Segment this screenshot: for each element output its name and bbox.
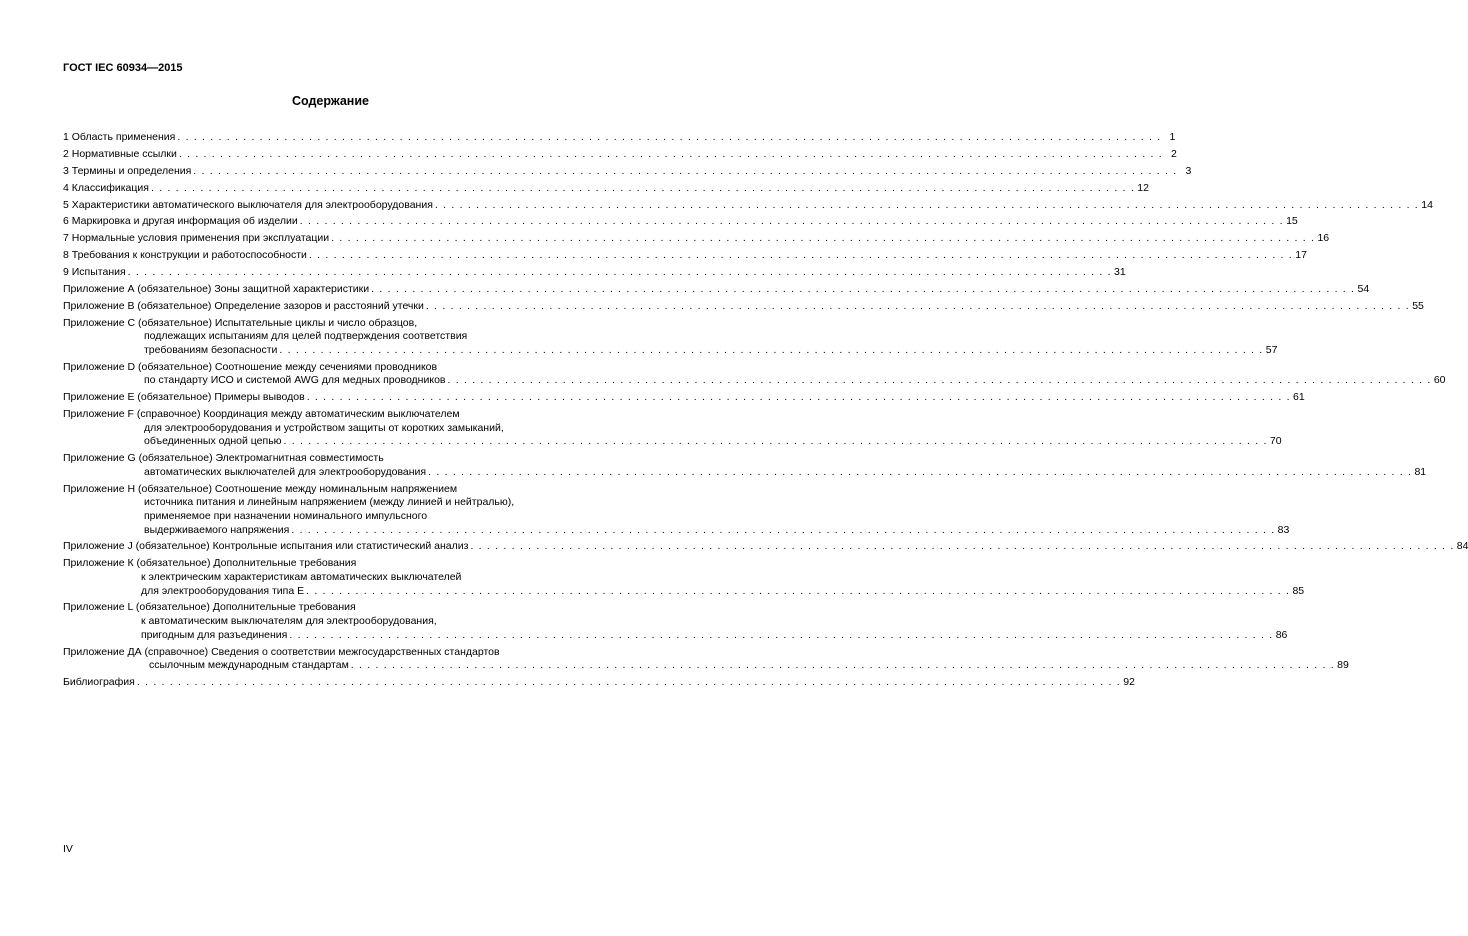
toc-page-number: 17 [1295, 249, 1307, 262]
toc-entry-text: Библиография [63, 676, 135, 689]
dot-leader: . . . . . . . . . . . . . . . . . . . . . . . . . . . . . . . . . . . . . . . . . . . . . . . . . . . . . . . . . . . . . . . . . . . . . . . . . . . . . . . . . . . . . . . . . . . . . . . . . . . . . . . . . . . . . . . . . . . . . . . . [136, 676, 1121, 689]
toc-entry-text: Приложение G (обязательное) Электромагнитная совместимость [63, 452, 384, 465]
toc-entry[interactable] [63, 131, 1176, 145]
dot-leader: . . . . . . . . . . . . . . . . . . . . . . . . . . . . . . . . . . . . . . . . . . . . . . . . . . . . . . . . . . . . . . . . . . . . . . . . . . . . . . . . . . . . . . . . . . . . . . . . . . . . . . . . . . . . . . . . . . . . . . . . [178, 147, 1163, 160]
toc-entry-text: 6 Маркировка и другая информация об изделии [63, 215, 298, 228]
toc-page-number: 92 [1123, 676, 1135, 689]
toc-entry[interactable] [63, 557, 1305, 598]
toc-entry[interactable] [63, 540, 1468, 554]
toc-page-number: 81 [1414, 465, 1427, 478]
dot-leader: . . . . . . . . . . . . . . . . . . . . . . . . . . . . . . . . . . . . . . . . . . . . . . . . . . . . . . . . . . . . . . . . . . . . . . . . . . . . . . . . . . . . . . . . . . . . . . . . . . . . . . . . . . . . . . . . . . . . . . . . [331, 232, 1316, 245]
dot-leader: . . . . . . . . . . . . . . . . . . . . . . . . . . . . . . . . . . . . . . . . . . . . . . . . . . . . . . . . . . . . . . . . . . . . . . . . . . . . . . . . . . . . . . . . . . . . . . . . . . . . . . . . . . . . . . . . . . . . . . . . [283, 435, 1268, 448]
toc-page-number: 83 [1277, 523, 1290, 536]
page-title: Содержание [291, 94, 369, 108]
toc-entry[interactable] [63, 316, 1278, 358]
toc-page-number: 3 [1185, 164, 1192, 177]
toc-entry[interactable] [63, 482, 1290, 537]
toc-entry-text: подлежащих испытаниям для целей подтверждения соответствия [144, 330, 468, 343]
table-of-contents [63, 131, 1468, 693]
toc-entry-text: Приложение J (обязательное) Контрольные испытания или статистический анализ [63, 540, 469, 553]
toc-entry-text: Приложение С (обязательное) Испытательные циклы и число образцов, [63, 316, 418, 329]
toc-page-number: 14 [1421, 198, 1433, 211]
dot-leader: . . . . . . . . . . . . . . . . . . . . . . . . . . . . . . . . . . . . . . . . . . . . . . . . . . . . . . . . . . . . . . . . . . . . . . . . . . . . . . . . . . . . . . . . . . . . . . . . . . . . . . . . . . . . . . . . . . . . . . . . [308, 249, 1293, 262]
toc-page-number: 12 [1137, 181, 1149, 194]
toc-entry-text: выдерживаемого напряжения [144, 523, 290, 536]
toc-entry-text: Приложение К (обязательное) Дополнительные требования [63, 557, 357, 570]
toc-entry-text: 1 Область применения [63, 131, 176, 143]
toc-entry-text: применяемое при назначении номинального импульсного [144, 510, 428, 522]
dot-leader: . . . . . . . . . . . . . . . . . . . . . . . . . . . . . . . . . . . . . . . . . . . . . . . . . . . . . . . . . . . . . . . . . . . . . . . . . . . . . . . . . . . . . . . . . . . . . . . . . . . . . . . . . . . . . . . . . . . . . . . . [299, 215, 1284, 228]
document-code: ГОСТ IEC 60934—2015 [63, 62, 183, 74]
toc-page-number: 89 [1337, 659, 1349, 672]
toc-entry-text: пригодным для разъединения [141, 628, 288, 641]
dot-leader: . . . . . . . . . . . . . . . . . . . . . . . . . . . . . . . . . . . . . . . . . . . . . . . . . . . . . . . . . . . . . . . . . . . . . . . . . . . . . . . . . . . . . . . . . . . . . . . . . . . . . . . . . . . . . . . . . . . . . . . . [289, 628, 1274, 641]
toc-entry-text: 9 Испытания [63, 266, 126, 279]
toc-page-number: 31 [1114, 266, 1126, 279]
toc-entry[interactable] [63, 299, 1424, 314]
toc-entry[interactable] [63, 283, 1370, 297]
dot-leader: . . . . . . . . . . . . . . . . . . . . . . . . . . . . . . . . . . . . . . . . . . . . . . . . . . . . . . . . . . . . . . . . . . . . . . . . . . . . . . . . . . . . . . . . . . . . . . . . . . . . . . . . . . . . . . . . . . . . . . . . [371, 283, 1356, 296]
toc-entry-text: Приложение F (справочное) Координация между автоматическим выключателем [63, 408, 460, 421]
toc-entry-text: для электрооборудования типа Е [141, 584, 305, 597]
toc-entry-text: к автоматическим выключателям для электрооборудования, [141, 615, 437, 628]
toc-entry-text: Приложение А (обязательное) Зоны защитной характеристики [63, 283, 370, 296]
toc-page-number: 16 [1317, 232, 1330, 245]
toc-entry-text: по стандарту ИСО и системой AWG для медных проводников [144, 374, 446, 387]
toc-entry-text: 4 Классификация [63, 181, 149, 194]
dot-leader: . . . . . . . . . . . . . . . . . . . . . . . . . . . . . . . . . . . . . . . . . . . . . . . . . . . . . . . . . . . . . . . . . . . . . . . . . . . . . . . . . . . . . . . . . . . . . . . . . . . . . . . . . . . . . . . . . . . . . . . . [291, 523, 1276, 536]
toc-entry-text: Приложение ДА (справочное) Сведения о соответствии межгосударственных стандартов [63, 645, 500, 658]
toc-entry[interactable] [63, 249, 1307, 263]
toc-entry-text: источника питания и линейным напряжением (между линией и нейтралью), [144, 496, 515, 509]
dot-leader: . . . . . . . . . . . . . . . . . . . . . . . . . . . . . . . . . . . . . . . . . . . . . . . . . . . . . . . . . . . . . . . . . . . . . . . . . . . . . . . . . . . . . . . . . . . . . . . . . . . . . . . . . . . . . . . . . . . . . . . . [177, 131, 1162, 143]
toc-entry-text: Приложение Н (обязательное) Соотношение между номинальным напряжением [63, 482, 458, 495]
toc-entry[interactable] [63, 164, 1192, 179]
toc-entry-text: к электрическим характеристикам автоматических выключателей [141, 570, 462, 583]
toc-entry-text: Приложение D (обязательное) Соотношение между сечениями проводников [63, 360, 438, 373]
dot-leader: . . . . . . . . . . . . . . . . . . . . . . . . . . . . . . . . . . . . . . . . . . . . . . . . . . . . . . . . . . . . . . . . . . . . . . . . . . . . . . . . . . . . . . . . . . . . . . . . . . . . . . . . . . . . . . . . . . . . . . . . [350, 659, 1335, 672]
toc-entry-text: 2 Нормативные ссылки [63, 147, 177, 160]
toc-entry-text: 8 Требования к конструкции и работоспособности [63, 249, 307, 262]
toc-entry-text: для электрооборудования и устройством защиты от коротких замыканий, [144, 421, 504, 434]
dot-leader: . . . . . . . . . . . . . . . . . . . . . . . . . . . . . . . . . . . . . . . . . . . . . . . . . . . . . . . . . . . . . . . . . . . . . . . . . . . . . . . . . . . . . . . . . . . . . . . . . . . . . . . . . . . . . . . . . . . . . . . . [447, 374, 1432, 387]
toc-entry[interactable] [63, 391, 1305, 405]
dot-leader: . . . . . . . . . . . . . . . . . . . . . . . . . . . . . . . . . . . . . . . . . . . . . . . . . . . . . . . . . . . . . . . . . . . . . . . . . . . . . . . . . . . . . . . . . . . . . . . . . . . . . . . . . . . . . . . . . . . . . . . . [306, 584, 1291, 597]
dot-leader: . . . . . . . . . . . . . . . . . . . . . . . . . . . . . . . . . . . . . . . . . . . . . . . . . . . . . . . . . . . . . . . . . . . . . . . . . . . . . . . . . . . . . . . . . . . . . . . . . . . . . . . . . . . . . . . . . . . . . . . . [279, 343, 1264, 356]
toc-page-number: 15 [1286, 215, 1298, 228]
toc-entry[interactable] [63, 601, 1288, 642]
dot-leader: . . . . . . . . . . . . . . . . . . . . . . . . . . . . . . . . . . . . . . . . . . . . . . . . . . . . . . . . . . . . . . . . . . . . . . . . . . . . . . . . . . . . . . . . . . . . . . . . . . . . . . . . . . . . . . . . . . . . . . . . [127, 266, 1112, 279]
toc-page-number: 1 [1169, 131, 1176, 143]
toc-page-number: 86 [1275, 628, 1288, 641]
toc-entry-text: Приложение Е (обязательное) Примеры выводов [63, 391, 305, 404]
toc-entry[interactable] [63, 266, 1126, 280]
toc-page-number: 84 [1456, 540, 1468, 553]
dot-leader: . . . . . . . . . . . . . . . . . . . . . . . . . . . . . . . . . . . . . . . . . . . . . . . . . . . . . . . . . . . . . . . . . . . . . . . . . . . . . . . . . . . . . . . . . . . . . . . . . . . . . . . . . . . . . . . . . . . . . . . . [425, 299, 1410, 312]
page-number: IV [63, 843, 73, 855]
toc-page-number: 85 [1292, 584, 1305, 597]
toc-page-number: 61 [1293, 391, 1305, 404]
dot-leader: . . . . . . . . . . . . . . . . . . . . . . . . . . . . . . . . . . . . . . . . . . . . . . . . . . . . . . . . . . . . . . . . . . . . . . . . . . . . . . . . . . . . . . . . . . . . . . . . . . . . . . . . . . . . . . . . . . . . . . . . [434, 198, 1419, 211]
toc-entry[interactable] [63, 452, 1427, 479]
toc-entry[interactable] [63, 408, 1282, 449]
toc-page-number: 70 [1269, 435, 1282, 448]
dot-leader: . . . . . . . . . . . . . . . . . . . . . . . . . . . . . . . . . . . . . . . . . . . . . . . . . . . . . . . . . . . . . . . . . . . . . . . . . . . . . . . . . . . . . . . . . . . . . . . . . . . . . . . . . . . . . . . . . . . . . . . . [470, 540, 1455, 553]
toc-entry[interactable] [63, 181, 1149, 196]
toc-entry[interactable] [63, 645, 1349, 673]
toc-page-number: 2 [1171, 147, 1177, 160]
toc-entry-text: автоматических выключателей для электрооборудования [144, 465, 427, 478]
toc-entry[interactable] [63, 360, 1446, 388]
toc-entry-text: Приложение В (обязательное) Определение зазоров и расстояний утечки [63, 299, 424, 312]
dot-leader: . . . . . . . . . . . . . . . . . . . . . . . . . . . . . . . . . . . . . . . . . . . . . . . . . . . . . . . . . . . . . . . . . . . . . . . . . . . . . . . . . . . . . . . . . . . . . . . . . . . . . . . . . . . . . . . . . . . . . . . . [193, 164, 1178, 177]
toc-entry[interactable] [63, 232, 1330, 246]
dot-leader: . . . . . . . . . . . . . . . . . . . . . . . . . . . . . . . . . . . . . . . . . . . . . . . . . . . . . . . . . . . . . . . . . . . . . . . . . . . . . . . . . . . . . . . . . . . . . . . . . . . . . . . . . . . . . . . . . . . . . . . . [150, 181, 1135, 194]
toc-entry[interactable] [63, 676, 1135, 690]
toc-entry-text: требованиям безопасности [144, 343, 278, 356]
dot-leader: . . . . . . . . . . . . . . . . . . . . . . . . . . . . . . . . . . . . . . . . . . . . . . . . . . . . . . . . . . . . . . . . . . . . . . . . . . . . . . . . . . . . . . . . . . . . . . . . . . . . . . . . . . . . . . . . . . . . . . . . [428, 465, 1413, 478]
toc-page-number: 55 [1412, 299, 1424, 312]
toc-entry[interactable] [63, 198, 1433, 213]
toc-entry[interactable] [63, 147, 1177, 162]
toc-entry-text: 7 Нормальные условия применения при эксплуатации [63, 232, 330, 245]
dot-leader: . . . . . . . . . . . . . . . . . . . . . . . . . . . . . . . . . . . . . . . . . . . . . . . . . . . . . . . . . . . . . . . . . . . . . . . . . . . . . . . . . . . . . . . . . . . . . . . . . . . . . . . . . . . . . . . . . . . . . . . . [306, 391, 1291, 404]
toc-entry-text: ссылочным международным стандартам [149, 659, 349, 672]
toc-entry-text: 3 Термины и определения [63, 164, 192, 177]
toc-page-number: 54 [1357, 283, 1370, 296]
toc-entry-text: объединенных одной цепью [144, 435, 282, 448]
toc-entry-text: 5 Характеристики автоматического выключателя для электрооборудования [63, 198, 433, 211]
toc-page-number: 60 [1433, 374, 1446, 387]
toc-page-number: 57 [1265, 343, 1278, 356]
toc-entry[interactable] [63, 215, 1298, 229]
toc-entry-text: Приложение L (обязательное) Дополнительные требования [63, 601, 356, 614]
